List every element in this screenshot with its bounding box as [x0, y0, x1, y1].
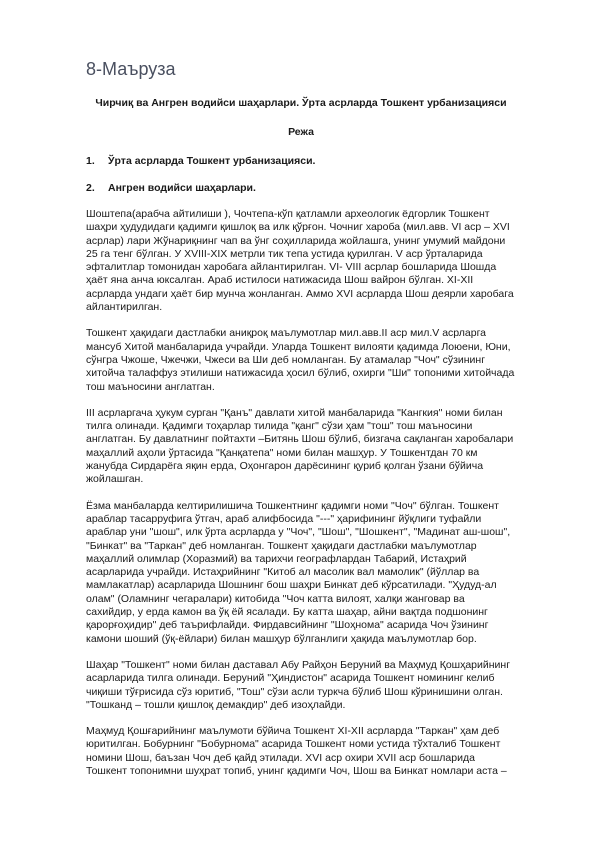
- lecture-subtitle: Чирчиқ ва Ангрен водийси шаҳарлари. Ўрта асрларда Тошкент урбанизацияси: [95, 97, 507, 109]
- body-paragraph: Шаҳар "Тошкент" номи билан даставал Абу Райҳон Беруний ва Маҳмуд Қошҳарийнинг асарларида тилга олинади. Беруний "Ҳиндистон" асарида Тошкент номининг келиб чиқиши тўғрисида сўз юритиб, "Тош" сўзи асли туркча бўлиб Шош кўринишини олган. "Тошканд – тошли қишлоқ демакдир" деб изоҳлайди.: [86, 658, 511, 711]
- document-page: [86, 58, 516, 791]
- plan-item-number: 1.: [86, 155, 95, 167]
- plan-item-text: Ўрта асрларда Тошкент урбанизацияси.: [108, 155, 316, 167]
- plan-item: [86, 154, 516, 168]
- body-paragraph: Ёзма манбаларда келтирилишича Тошкентнинг қадимги номи "Чоч" бўлган. Тошкент араблар тасарруфига ўтгач, араб алифбосида "---" ҳарифининг йўқлиги туфайли араблар уни "шош", илк ўрта асрларда у "Чоч", "Шош", "Шошкент", "Мадинат аш-шош", "Бинкат" ва "Таркан" деб номланган. Тошкент ҳақидаги дастлабки маълумотлар маҳаллий олимлар (Хоразмий) ва тарихчи географлардан Табарий, Истаҳрий асарларида учрайди. Истаҳрийнинг "Китоб ал масолик вал мамолик" (йўллар ва мамлакатлар) асарларида Шошнинг бош шаҳри Бинкат деб кўрсатилади. "Ҳудуд-ал олам" (Оламнинг чегаралари) китобида "Чоч катта вилоят, халқи жанговар ва сахийдир, у ерда камон ва ўқ ёй ясалади. Бу катта шаҳар, айни вақтда подшонинг қарорғоҳидир" деб таърифлайди. Фирдавсийнинг "Шоҳнома" асарида Чоч ўзининг камони шоший (ўқ-ёйлари) билан машҳур бўлганлиги ҳақида маълумотлар бор.: [86, 499, 511, 645]
- body-paragraph: Маҳмуд Қошғарийнинг маълумоти бўйича Тошкент XI-XII асрларда "Таркан" ҳам деб юритилган. Бобурнинг "Бобурнома" асарида Тошкент номи устида тўхталиб Тошкент номини Шош, баъзан Чоч деб қайд этилади. XVI аср охири XVII аср бошларида Тошкент топонимни шуҳрат топиб, унинг қадимги Чоч, Шош ва Бинкат номлари аста –: [86, 725, 507, 777]
- body-paragraph: III асрларгача ҳукум сурган "Қанъ" давлати хитой манбаларида "Кангкия" номи билан тилга олинади. Қадимги тоҳарлар тилида "қанг" сўзи ҳам "тош" тош маъносини англатган. Бу давлатнинг пойтахти –Битянь Шош бўлиб, бизгача сақланган харобалари маҳаллий аҳоли ўртасида "Қанқатепа" номи билан машҳур. У Тошкентдан 70 км жанубда Сирдарёга яқин ерда, Оҳонгарон дарёсининг қуриб қолган ўзани бўйича жойлашган.: [86, 406, 514, 486]
- plan-item-text: Ангрен водийси шаҳарлари.: [108, 182, 256, 194]
- body-paragraph: Тошкент ҳақидаги дастлабки аниқроқ маълумотлар мил.авв.II аср мил.V асрларга мансуб Хитой манбаларида учрайди. Уларда Тошкент вилояти қадимда Лоюени, Юни, сўнгра Чжоше, Чжечжи, Чжеси ва Ши деб номланган. Бу атамалар "Чоч" сўзининг хитойча талаффуз этилиши натижасида ҳосил бўлиб, охирги "Ши" топоними хитойчада тош маъносини англатган.: [86, 327, 515, 393]
- plan-list: [86, 154, 516, 195]
- lecture-heading: 8-Маъруза: [86, 59, 176, 79]
- plan-item-number: 2.: [86, 182, 95, 194]
- body-paragraph: Шоштепа(арабча айтилиши ), Чочтепа-кўп қатламли археологик ёдгорлик Тошкент шаҳри ҳудудидаги қадимги қишлоқ ва илк қўрғон. Чочниг хароба (мил.авв. VI аср – XVI асрлар) лари Жўнариқнинг чап ва ўнг соҳилларида жойлашга, унинг умумий майдони 25 га тенг бўлган. У XVIII-XIX метрли тик тепа устида қурилган. V аср ўрталарида эфталитлар томонидан харобага айлантирилган. VI- VIII асрлар бошларида Шошда ҳаёт яна анча юксалган. Араб истилоси натижасида Шош вайрон бўлган. XI-XII асрларда ундаги ҳаёт бир мунча жонланган. Аммо XVI асрларда Шош деярли харобага айлантирилган.: [86, 208, 514, 314]
- plan-item: [86, 181, 516, 195]
- plan-title: Режа: [288, 126, 314, 138]
